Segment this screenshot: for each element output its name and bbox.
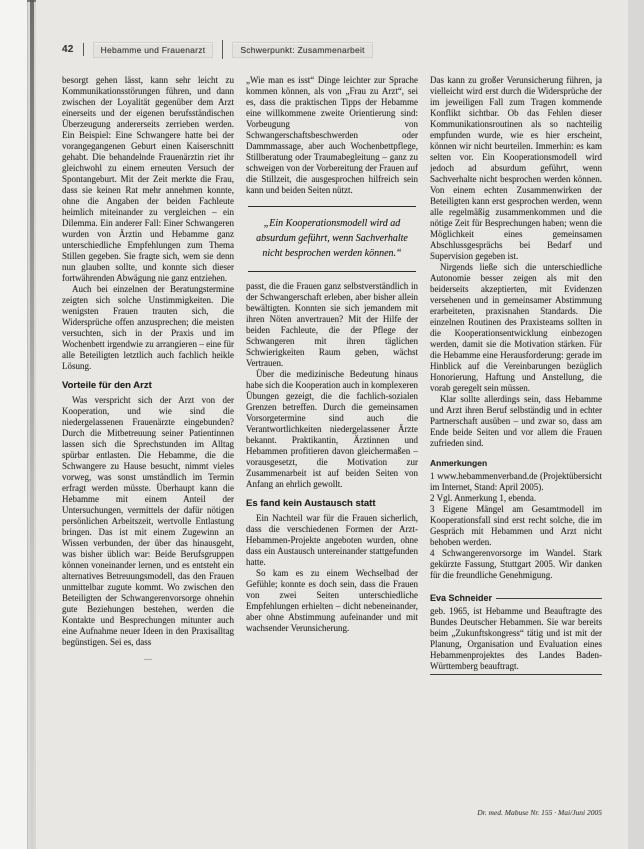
footnote: 4 Schwangerenvorsorge im Wandel. Stark gekürzte Fassung, Stuttgart 2005. Wir danken für die freundliche Genehmigung.	[430, 548, 602, 580]
section-title: Schwerpunkt: Zusammenarbeit	[232, 42, 372, 58]
column-left	[62, 75, 234, 817]
header-divider	[83, 43, 84, 56]
body-paragraph: Über die medizinische Bedeutung hinaus habe sich die Kooperation auch in komplexeren Übungen gezeigt, die die fachlich-sozialen Grenzen betreffen. Durch die gemeinsamen Vorsorgetermine sind auch die Verantwortlichkeiten niedergelassener Ärzte bekannt. Praktikantin, Ärztinnen und Hebammen profitieren davon gleichermaßen – vorausgesetzt, die Motivation zur Zusammenarbeit ist auf beiden Seiten von Anfang an ehrlich gewollt.	[246, 369, 418, 489]
page-number: 42	[62, 44, 74, 55]
pull-quote: „Ein Kooperationsmodell wird ad absurdum geführt, wenn Sachverhalte nicht besprochen werden können.“	[248, 206, 416, 272]
body-paragraph: Klar sollte allerdings sein, dass Hebamme und Arzt ihren Beruf selbständig und in echter Partnerschaft ausüben – und zwar so, dass am Ende beide Seiten und vor allem die Frauen zufrieden sind.	[430, 394, 602, 448]
body-paragraph: Auch bei einzelnen der Beratungstermine zeigten sich solche Unstimmigkeiten. Die wenigsten Frauen trauten sich, die Widersprüche offen anzusprechen; die meisten versuchten, sich in der Praxis und im Wochenbett irgendwie zu arrangieren – eine für alle Beteiligten letztlich auch fachlich heikle Lösung.	[62, 284, 234, 371]
header-divider	[222, 40, 223, 59]
body-paragraph: besorgt gehen lässt, kann sehr leicht zu Kommunikationsstörungen führen, und dann zwischen der Loyalität gegenüber dem Arzt einerseits und der eigenen berufsständischen Überzeugung andererseits zerrieben werden. Ein Beispiel: Eine Schwangere hatte bei der vorangegangenen Geburt einen Kaiserschnitt gehabt. Die behandelnde Frauenärztin riet ihr gleichwohl zu einem erneuten Versuch der Spontangeburt. Mit der Zeit merkte die Frau, dass sie keinen Rat mehr annehmen konnte, ohne die Angaben der beiden Fachleute heimlich miteinander zu vergleichen – ein Dilemma. Ein anderer Fall: Einer Schwangeren wurden von Ärztin und Hebamme ganz unterschiedliche Empfehlungen zum Thema Stillen gegeben. Sie fragte sich, wem sie denn nun glauben sollte, und konnte sich dieser fortwährenden Abwägung nie ganz entziehen.	[62, 75, 234, 283]
bio-end-rule	[430, 674, 602, 675]
journal-title: Hebamme und Frauenarzt	[93, 42, 214, 58]
notes-heading: Anmerkungen	[430, 458, 488, 468]
journal-footer-citation: Dr. med. Mabuse Nr. 155 · Mai/Juni 2005	[477, 808, 602, 817]
footnote: 3 Eigene Mängel am Gesamtmodell im Kooperationsfall sind erst recht solche, die im Gespräch mit Hebammen und Arzt nicht behoben werden.	[430, 504, 602, 547]
author-block	[430, 593, 602, 603]
body-paragraph: Ein Nachteil war für die Frauen sicherlich, dass die verschiedenen Formen der Arzt-Hebammen-Projekte angeboten wurden, ohne dass ein Austausch untereinander stattgefunden hatte.	[246, 513, 418, 567]
column-middle	[246, 75, 418, 817]
body-paragraph: Das kann zu großer Verunsicherung führen, ja vielleicht wird erst durch die Widersprüche der im jeweiligen Fall zum Tragen kommende Konflikt sichtbar. Ob das Fehlen dieser Kommunikationsroutinen als so nachteilig empfunden wurde, wie es hier erscheint, können wir nicht beurteilen. Immerhin: es kam selten vor. Ein Kooperationsmodell wird jedoch ad absurdum geführt, wenn Sachverhalte nicht besprochen werden können. Von einem echten Zusammenwirken der Beteiligten kann erst gesprochen werden, wenn alle regelmäßig zusammenkommen und die nötige Zeit für Besprechungen haben; wenn die Möglichkeit eines gemeinsamen Abschlussgesprächs bei Bedarf und Supervision gegeben ist.	[430, 75, 602, 261]
scan-margin-strip	[0, 0, 28, 849]
column-end-mark: —	[144, 654, 152, 663]
section-heading-vorteile: Vorteile für den Arzt	[62, 380, 152, 391]
column-right	[430, 75, 602, 817]
body-paragraph: Was verspricht sich der Arzt von der Kooperation, und wie sind die niedergelassenen Frauenärzte eingebunden? Durch die Mitbetreuung seiner Patientinnen lassen sich die Sprechstunden im Alltag spürbar entlasten. Die Hebamme, die die Schwangere zu Hause besucht, nimmt vieles vorweg, was sonst umständlich im Termin erfragt werden müsste. Überhaupt kann die Hebamme mit einem Anteil der Untersuchungen, vermittels der dafür nötigen persönlichen Arbeitszeit, wertvolle Entlastung bringen. Das ist mit einem Zugewinn an Wissen verbunden, der über das hinausgeht, was bisher üblich war: Beide Berufsgruppen können voneinander lernen, und es entsteht ein alternatives Betreuungsmodell, das den Frauen unmittelbar zugute kommt. Wo zwischen den Beteiligten der Schwangerenvorsorge ohnehin gute Beziehungen bestehen, werden die Kontakte und Besprechungen mitunter auch eine Aufnahme neuer Ideen in den Praxisalltag begünstigen. Sei es, dass	[62, 395, 234, 647]
body-paragraph: So kam es zu einem Wechselbad der Gefühle; konnte es doch sein, dass die Frauen von zwei Seiten unterschiedliche Empfehlungen erhielten – dicht nebeneinander, aber ohne Abstimmung aufeinander und mit wachsender Verunsicherung.	[246, 568, 418, 633]
footnote: 2 Vgl. Anmerkung 1, ebenda.	[430, 493, 537, 503]
running-head	[36, 0, 628, 59]
author-rule	[496, 597, 602, 599]
author-name: Eva Schneider	[430, 593, 493, 603]
journal-page	[36, 0, 628, 849]
footnote: 1 www.hebammenverband.de (Projektübersicht im Internet, Stand: April 2005).	[430, 471, 602, 492]
section-heading-austausch: Es fand kein Austausch statt	[246, 498, 376, 509]
body-paragraph: „Wie man es isst“ Dinge leichter zur Sprache kommen können, als von „Frau zu Arzt“, sei es, dass die praktischen Tipps der Hebamme eine willkommene zweite Orientierung sind: Vorbeugung von Schwangerschaftsbeschwerden oder Dammmassage, aber auch Wochenbettpflege, Stillberatung oder Traumabegleitung – ganz zu schweigen von der Vorbereitung der Frauen auf die Stillzeit, die ausgesprochen hilfreich sein kann und beiden Seiten nützt.	[246, 75, 418, 195]
page-fold-shadow	[30, 0, 34, 849]
author-bio: geb. 1965, ist Hebamme und Beauftragte des Bundes Deutscher Hebammen. Sie war bereits beim „Zukunftskongress“ tätig und ist mit der Planung, Organisation und Evaluation eines Hebammenprojektes des Landes Baden-Württemberg beauftragt.	[430, 606, 602, 671]
body-paragraph: passt, die die Frauen ganz selbstverständlich in der Schwangerschaft erleben, aber bisher allein bewältigten. Konnten sie sich jemandem mit ihren Nöten anvertrauen? Mit der Hilfe der beiden Fachleute, die der Pflege der Schwangeren mit ihren täglichen Schwierigkeiten Raum geben, wächst Vertrauen.	[246, 281, 418, 368]
body-paragraph: Nirgends ließe sich die unterschiedliche Autonomie besser zeigen als mit den beiderseits akzeptierten, mit Evidenzen versehenen und in gemeinsamer Abstimmung erarbeiteten, praxisnahen Standards. Die einzelnen Routinen des Praxisteams sollten in die Kooperationsentwicklung einbezogen werden, damit sie die Motivation stärken. Für die Hebamme eine Herausforderung: gerade im Hinblick auf die Vereinbarungen bezüglich Honorierung, Haftung und Anstellung, die vorab geregelt sein müssen.	[430, 262, 602, 393]
article-body	[36, 59, 628, 817]
